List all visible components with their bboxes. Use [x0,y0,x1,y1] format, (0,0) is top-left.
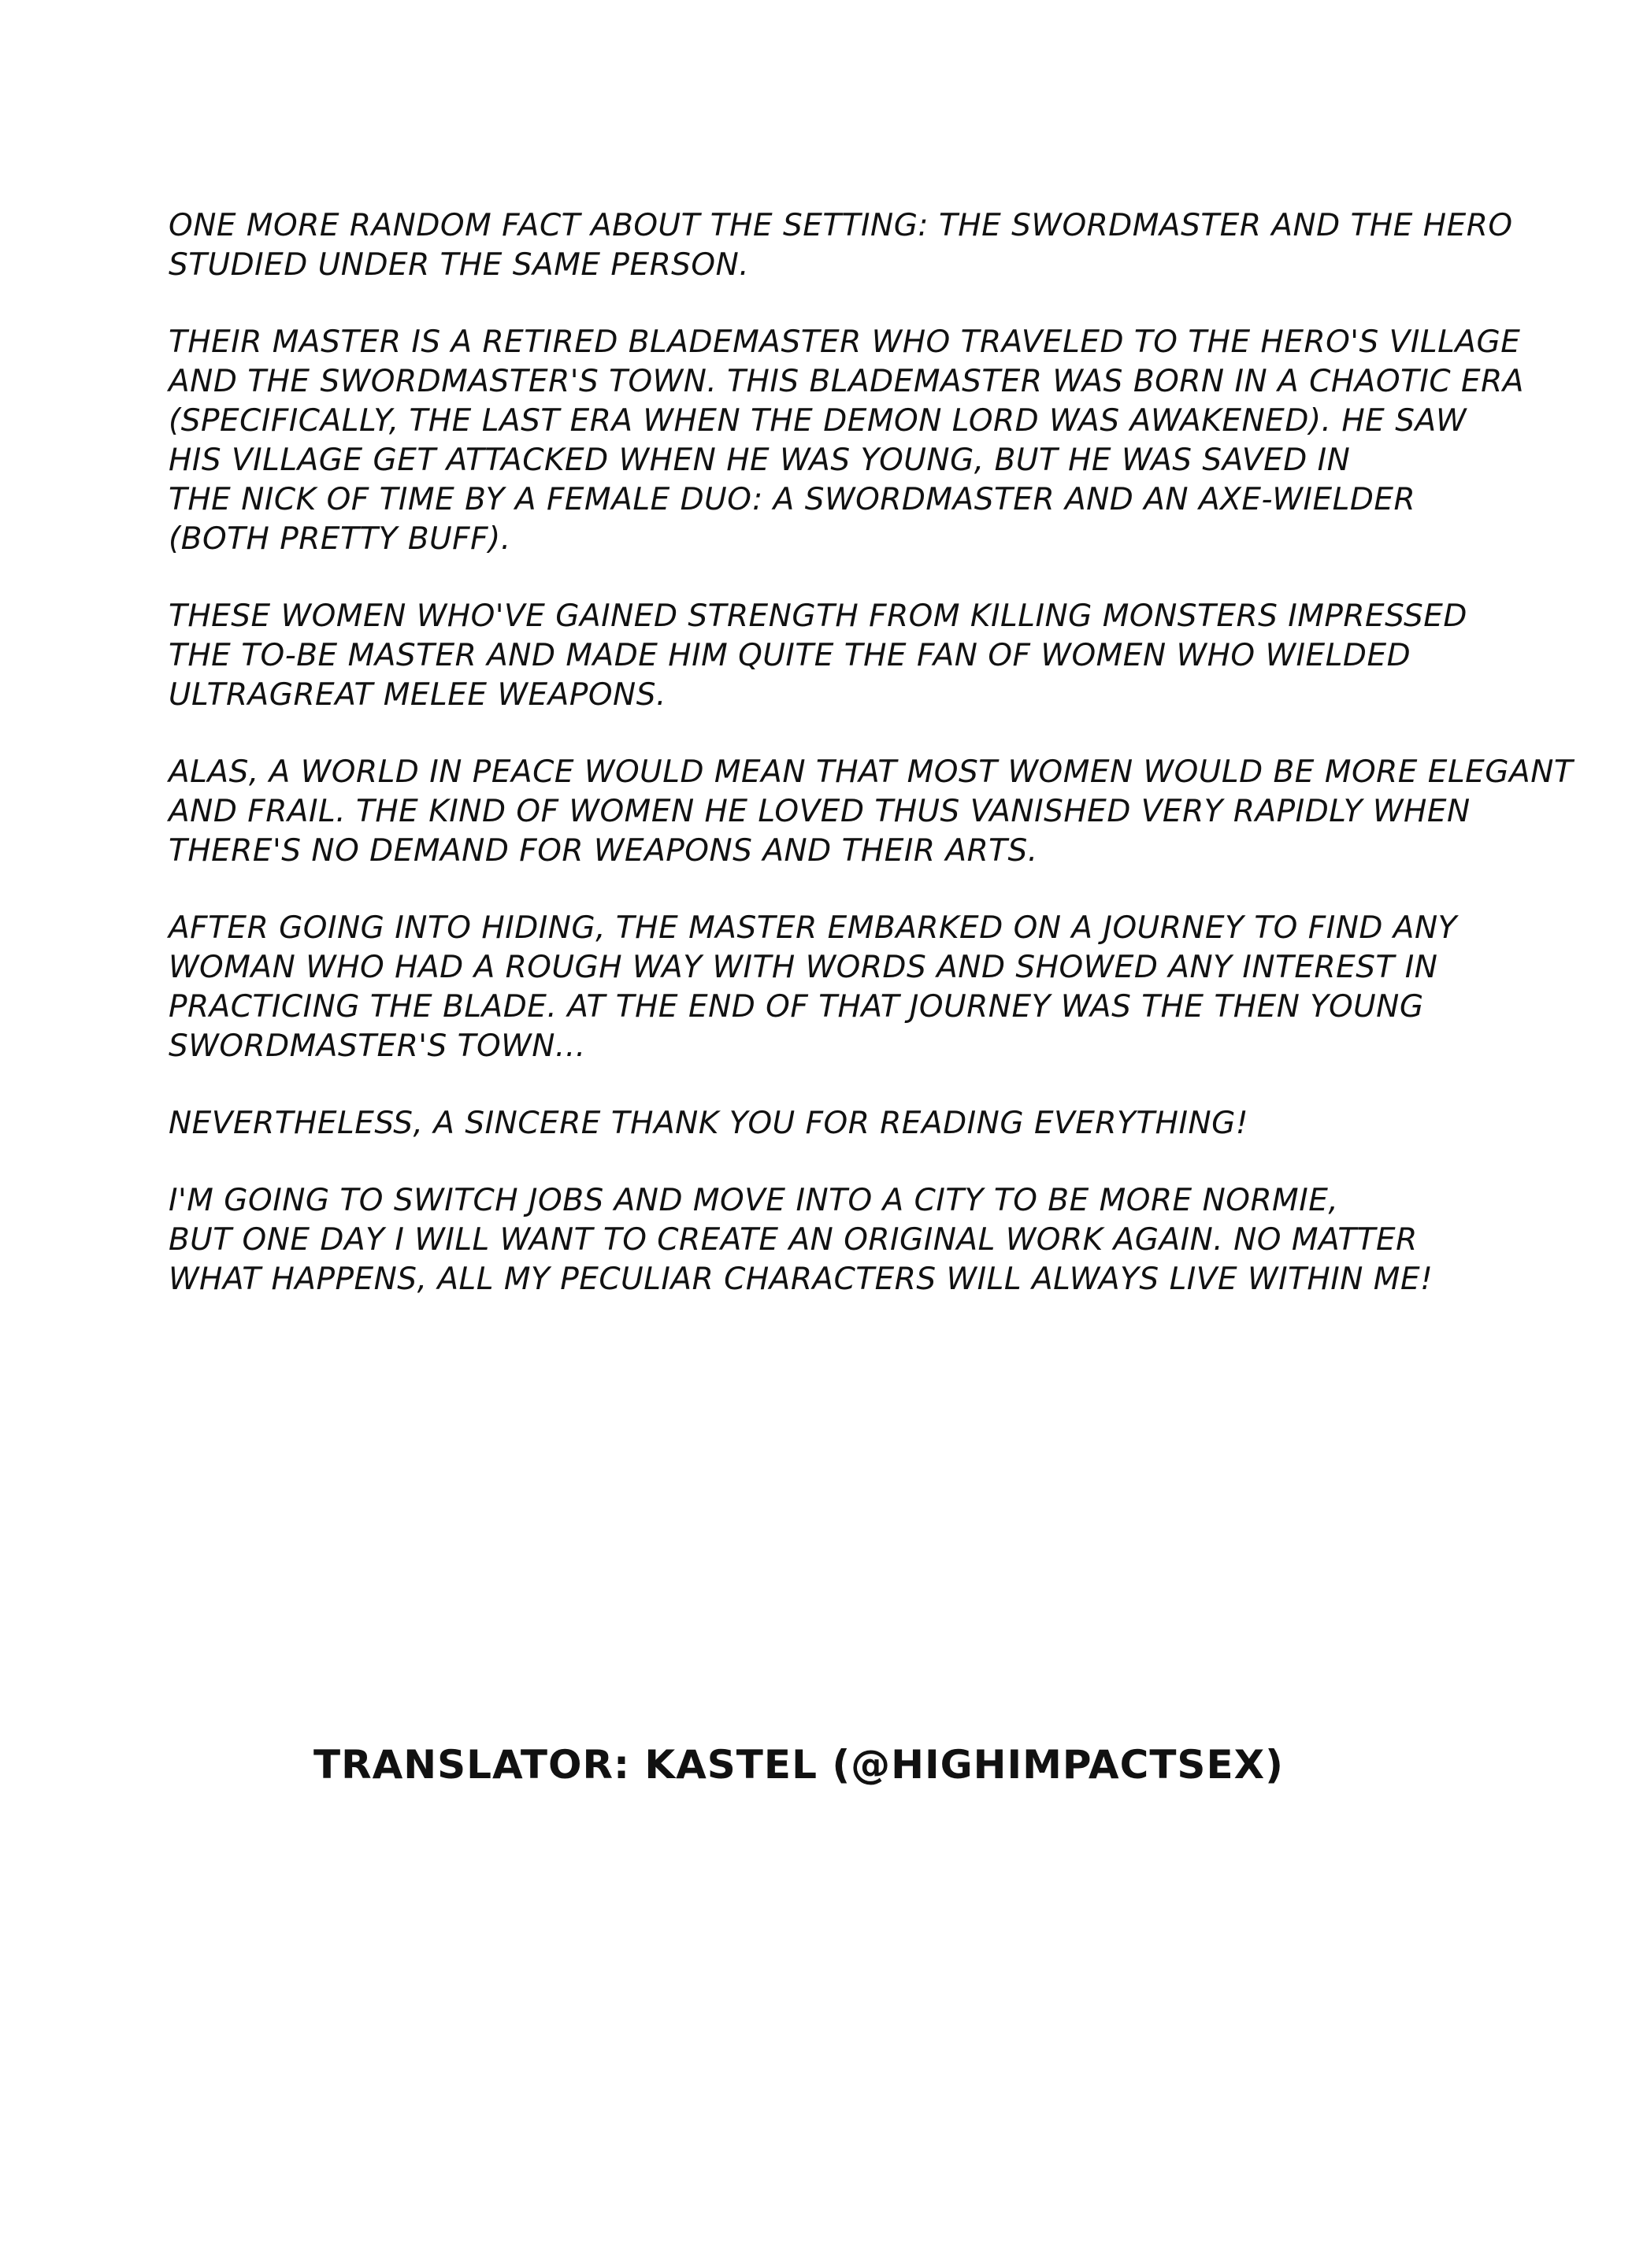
text-line: PRACTICING THE BLADE. AT THE END OF THAT JOURNEY WAS THE THEN YOUNG [169,989,1424,1025]
paragraph-5 [169,909,1586,1066]
paragraph-2 [169,323,1586,559]
text-line: THE TO-BE MASTER AND MADE HIM QUITE THE FAN OF WOMEN WHO WIELDED [169,638,1411,673]
text-line: I'M GOING TO SWITCH JOBS AND MOVE INTO A CITY TO BE MORE NORMIE, [169,1183,1339,1218]
text-line: (BOTH PRETTY BUFF). [169,521,511,557]
text-line: THE NICK OF TIME BY A FEMALE DUO: A SWORDMASTER AND AN AXE-WIELDER [169,482,1416,517]
text-line: NEVERTHELESS, A SINCERE THANK YOU FOR READING EVERYTHING! [169,1106,1249,1141]
text-line: ALAS, A WORLD IN PEACE WOULD MEAN THAT MOST WOMEN WOULD BE MORE ELEGANT [169,754,1574,790]
text-line: ONE MORE RANDOM FACT ABOUT THE SETTING: THE SWORDMASTER AND THE HERO [169,208,1513,243]
text-line: AND FRAIL. THE KIND OF WOMEN HE LOVED THUS VANISHED VERY RAPIDLY WHEN [169,794,1471,829]
paragraph-1 [169,206,1586,285]
text-line: THESE WOMEN WHO'VE GAINED STRENGTH FROM KILLING MONSTERS IMPRESSED [169,598,1467,634]
text-line: ULTRAGREAT MELEE WEAPONS. [169,677,666,713]
text-line: HIS VILLAGE GET ATTACKED WHEN HE WAS YOUNG, BUT HE WAS SAVED IN [169,443,1351,478]
text-line: THEIR MASTER IS A RETIRED BLADEMASTER WHO TRAVELED TO THE HERO'S VILLAGE [169,324,1521,360]
paragraph-3 [169,597,1586,715]
text-line: STUDIED UNDER THE SAME PERSON. [169,247,750,283]
paragraph-7 [169,1181,1586,1299]
text-line: WHAT HAPPENS, ALL MY PECULIAR CHARACTERS WILL ALWAYS LIVE WITHIN ME! [169,1262,1434,1297]
translator-credit: TRANSLATOR: KASTEL (@HIGHIMPACTSEX) [313,1742,1284,1788]
afterword-text [169,206,1586,1337]
text-line: SWORDMASTER'S TOWN... [169,1028,586,1064]
text-line: (SPECIFICALLY, THE LAST ERA WHEN THE DEMON LORD WAS AWAKENED). HE SAW [169,403,1467,439]
text-line: BUT ONE DAY I WILL WANT TO CREATE AN ORIGINAL WORK AGAIN. NO MATTER [169,1222,1418,1258]
text-line: AFTER GOING INTO HIDING, THE MASTER EMBARKED ON A JOURNEY TO FIND ANY [169,910,1457,946]
text-line: THERE'S NO DEMAND FOR WEAPONS AND THEIR ARTS. [169,833,1038,869]
text-line: WOMAN WHO HAD A ROUGH WAY WITH WORDS AND SHOWED ANY INTEREST IN [169,950,1438,985]
paragraph-4 [169,753,1586,871]
paragraph-6 [169,1104,1586,1143]
text-line: AND THE SWORDMASTER'S TOWN. THIS BLADEMASTER WAS BORN IN A CHAOTIC ERA [169,364,1524,399]
